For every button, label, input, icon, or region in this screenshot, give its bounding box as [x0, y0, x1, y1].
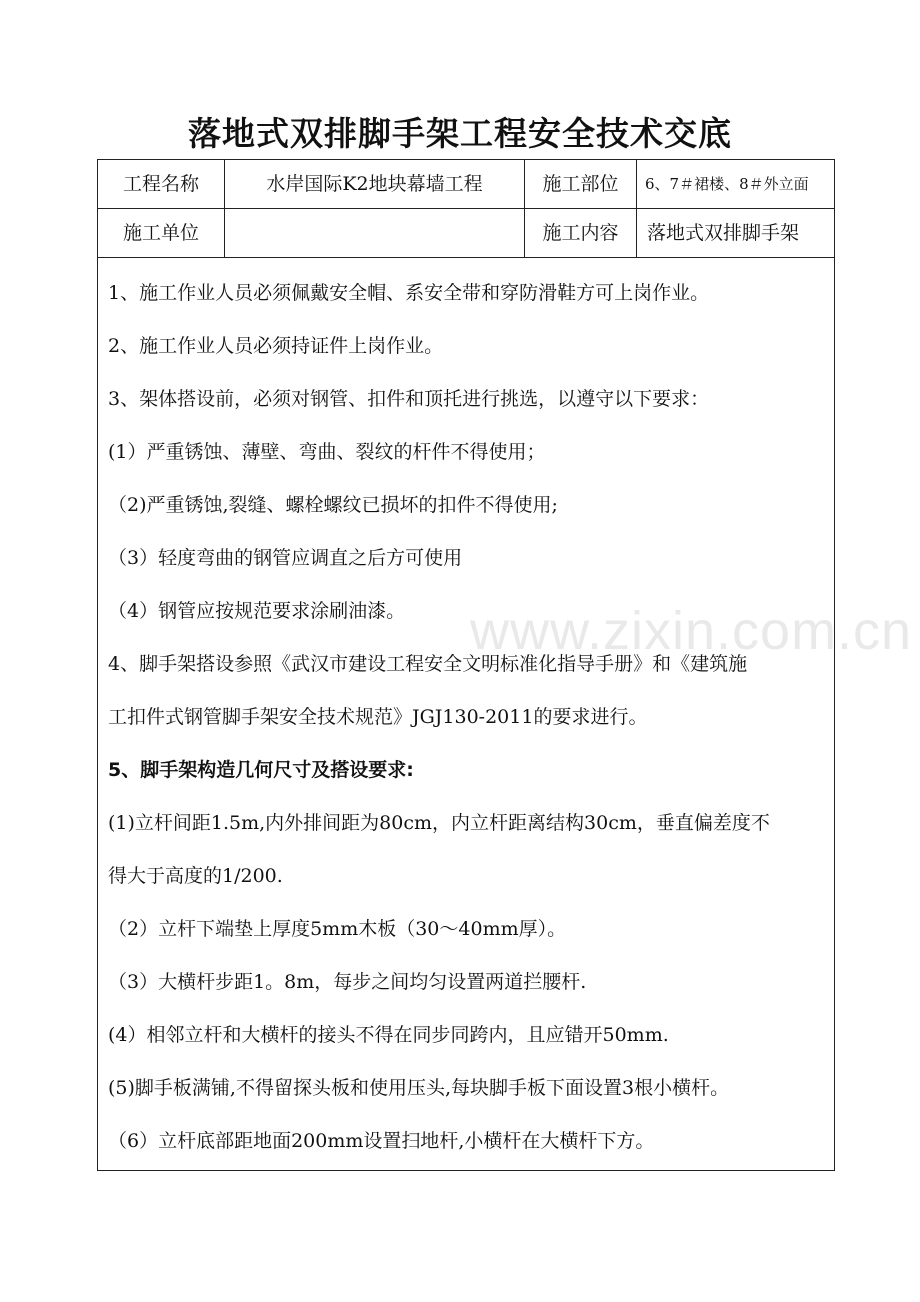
construction-unit-label: 施工单位 — [98, 209, 225, 257]
construction-content-label: 施工内容 — [525, 209, 637, 257]
content-line: (1）严重锈蚀、薄壁、弯曲、裂纹的杆件不得使用； — [108, 441, 546, 463]
content-line: （2)严重锈蚀,裂缝、螺栓螺纹已损坏的扣件不得使用; — [108, 494, 558, 516]
watermark: www.zixin.com.cn — [470, 601, 913, 661]
project-name-value: 水岸国际K2地块幕墙工程 — [225, 160, 525, 208]
content-line: （6）立杆底部距地面200mm设置扫地杆,小横杆在大横杆下方。 — [108, 1130, 655, 1152]
document-title: 落地式双排脚手架工程安全技术交底 — [188, 114, 732, 153]
construction-location-value: 6、7＃裙楼、8＃外立面 — [645, 175, 809, 193]
content-line: (5)脚手板满铺,不得留探头板和使用压头,每块脚手板下面设置3根小横杆。 — [108, 1077, 730, 1099]
content-line: (1)立杆间距1.5m,内外排间距为80cm，内立杆距离结构30cm，垂直偏差度不 — [108, 812, 770, 834]
content-line: (4）相邻立杆和大横杆的接头不得在同步同跨内，且应错开50mm. — [108, 1024, 669, 1046]
content-line: 工扣件式钢管脚手架安全技术规范》JGJ130-2011的要求进行。 — [108, 706, 648, 728]
content-line: 得大于高度的1/200. — [108, 865, 283, 887]
header-row-unit — [98, 209, 834, 258]
project-name-label: 工程名称 — [98, 160, 225, 208]
construction-content-value: 落地式双排脚手架 — [647, 222, 800, 244]
content-line: 3、架体搭设前，必须对钢管、扣件和顶托进行挑选，以遵守以下要求： — [108, 388, 710, 410]
disclosure-form-table — [97, 159, 835, 1171]
content-line: （3）轻度弯曲的钢管应调直之后方可使用 — [108, 547, 463, 569]
content-line: （3）大横杆步距1。8m，每步之间均匀设置两道拦腰杆. — [108, 971, 587, 993]
construction-unit-value — [225, 209, 525, 257]
construction-location-label: 施工部位 — [525, 160, 637, 208]
section-heading: 5、脚手架构造几何尺寸及搭设要求: — [108, 759, 414, 781]
content-line: （2）立杆下端垫上厚度5mm木板（30～40mm厚）。 — [108, 918, 567, 940]
content-line: （4）钢管应按规范要求涂刷油漆。 — [108, 600, 406, 622]
header-row-project — [98, 160, 834, 209]
content-line: 4、脚手架搭设参照《武汉市建设工程安全文明标准化指导手册》和《建筑施 — [108, 653, 748, 675]
content-line: 1、施工作业人员必须佩戴安全帽、系安全带和穿防滑鞋方可上岗作业。 — [108, 282, 710, 304]
content-line: 2、施工作业人员必须持证件上岗作业。 — [108, 335, 444, 357]
